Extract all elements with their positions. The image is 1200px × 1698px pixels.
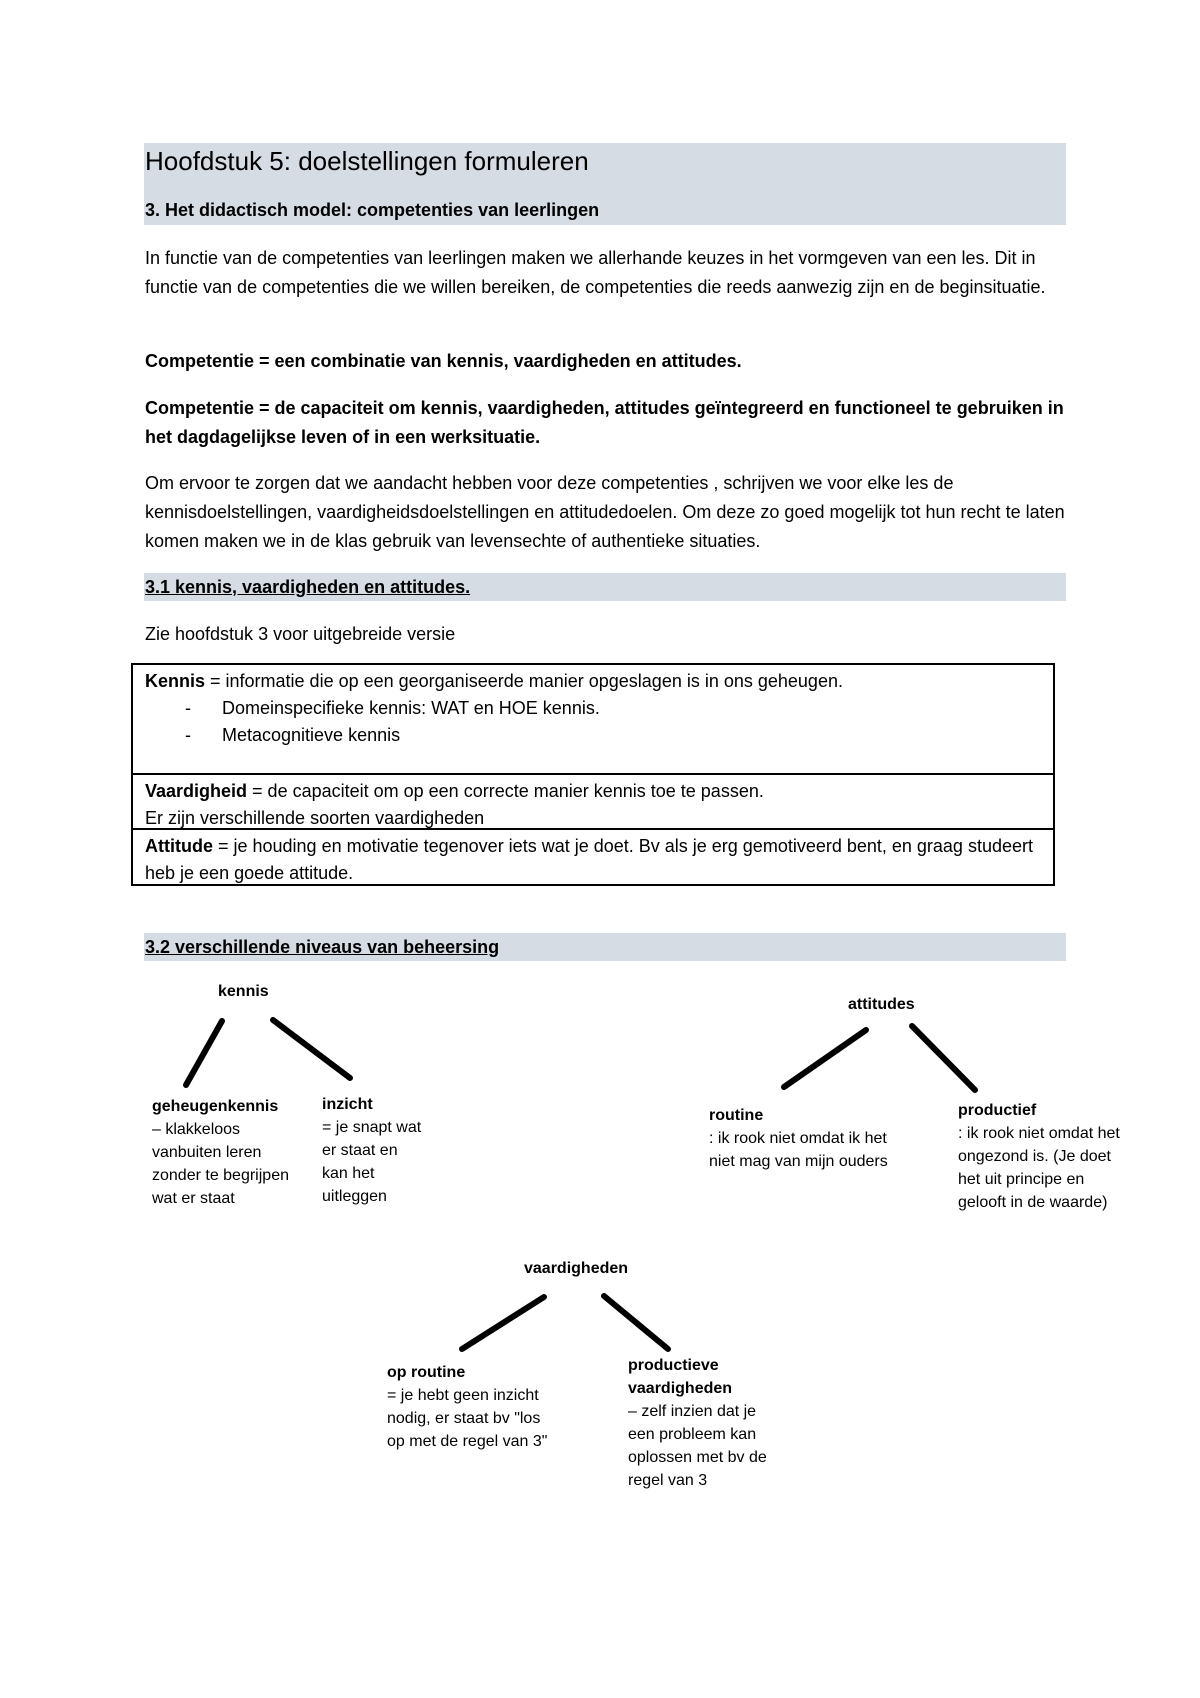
attitudes-right-branch xyxy=(912,1026,975,1090)
definition-vaardigheid: = de capaciteit om op een correcte manier kennis toe te passen. xyxy=(247,781,764,801)
vaardigheden-left-branch xyxy=(462,1297,544,1349)
term-vaardigheid: Vaardigheid xyxy=(145,781,248,801)
section-1-heading: 3.1 kennis, vaardigheden en attitudes. xyxy=(145,577,471,597)
definition-1: Competentie = een combinatie van kennis, vaardigheden en attitudes. xyxy=(145,351,742,371)
node-text: – klakkeloos vanbuiten leren zonder te begrijpen wat er staat xyxy=(152,1121,289,1207)
node-text: : ik rook niet omdat het ongezond is. (Je doet het uit principe en gelooft in de waarde) xyxy=(958,1125,1120,1211)
chapter-subtitle: 3. Het didactisch model: competenties van leerlingen xyxy=(145,200,600,220)
list-item: - Domeinspecifieke kennis: WAT en HOE kennis. xyxy=(185,695,1041,722)
node-kennis: kennis xyxy=(218,983,269,1000)
node-vaardigheden: vaardigheden xyxy=(524,1260,629,1277)
definition-attitude: = je houding en motivatie tegenover iets wat je doet. Bv als je erg gemotiveerd bent, en graag studeert heb je een goede attitude. xyxy=(145,836,1033,883)
node-text: : ik rook niet omdat ik het niet mag van mijn ouders xyxy=(709,1130,888,1170)
definition-kennis: = informatie die op een georganiseerde manier opgeslagen is in ons geheugen. xyxy=(205,671,843,691)
attitudes-left-branch xyxy=(784,1030,866,1087)
node-title: inzicht xyxy=(322,1096,373,1113)
vaardigheden-right-branch xyxy=(604,1296,668,1349)
node-attitudes: attitudes xyxy=(848,996,915,1013)
section-1-note: Zie hoofdstuk 3 voor uitgebreide versie xyxy=(145,624,456,644)
kennis-left-branch xyxy=(186,1021,222,1085)
node-geheugenkennis xyxy=(152,1095,292,1210)
node-title: routine xyxy=(709,1107,764,1124)
list-item: - Metacognitieve kennis xyxy=(185,722,1041,749)
node-text: = je snapt wat er staat en kan het uitleggen xyxy=(322,1119,422,1205)
node-text: – zelf inzien dat je een probleem kan oplossen met bv de regel van 3 xyxy=(628,1403,767,1489)
definition-2: Competentie = de capaciteit om kennis, vaardigheden, attitudes geïntegreerd en functioneel te gebruiken in het dagdagelijkse leven of in een werksituatie. xyxy=(145,398,1064,447)
node-title: op routine xyxy=(387,1364,466,1381)
node-title: productief xyxy=(958,1102,1037,1119)
node-title: geheugenkennis xyxy=(152,1098,279,1115)
paragraph-3: Om ervoor te zorgen dat we aandacht hebben voor deze competenties , schrijven we voor elke les de kennisdoelstellingen, vaardigheidsdoelstellingen en attitudedoelen. Om deze zo goed mogelijk tot hun recht te laten komen maken we in de klas gebruik van levensechte of authentieke situaties. xyxy=(145,473,1065,551)
node-routine xyxy=(709,1104,889,1173)
node-text: = je hebt geen inzicht nodig, er staat bv "los op met de regel van 3" xyxy=(387,1387,548,1450)
node-inzicht xyxy=(322,1093,427,1208)
node-productief xyxy=(958,1099,1130,1214)
vaardigheid-line-2: Er zijn verschillende soorten vaardigheden xyxy=(145,808,485,828)
kennis-right-branch xyxy=(273,1020,350,1078)
node-productieve-vaardigheden xyxy=(628,1354,778,1492)
page-title: Hoofdstuk 5: doelstellingen formuleren xyxy=(145,146,589,176)
term-attitude: Attitude xyxy=(145,836,213,856)
intro-paragraph: In functie van de competenties van leerlingen maken we allerhande keuzes in het vormgeven van een les. Dit in functie van de competenties die we willen bereiken, de competenties die reeds aanwezig zijn en de beginsituatie. xyxy=(145,248,1046,297)
term-kennis: Kennis xyxy=(145,671,206,691)
node-title: productieve vaardigheden xyxy=(628,1357,733,1397)
section-2-heading: 3.2 verschillende niveaus van beheersing xyxy=(145,937,500,957)
node-op-routine xyxy=(387,1361,557,1453)
